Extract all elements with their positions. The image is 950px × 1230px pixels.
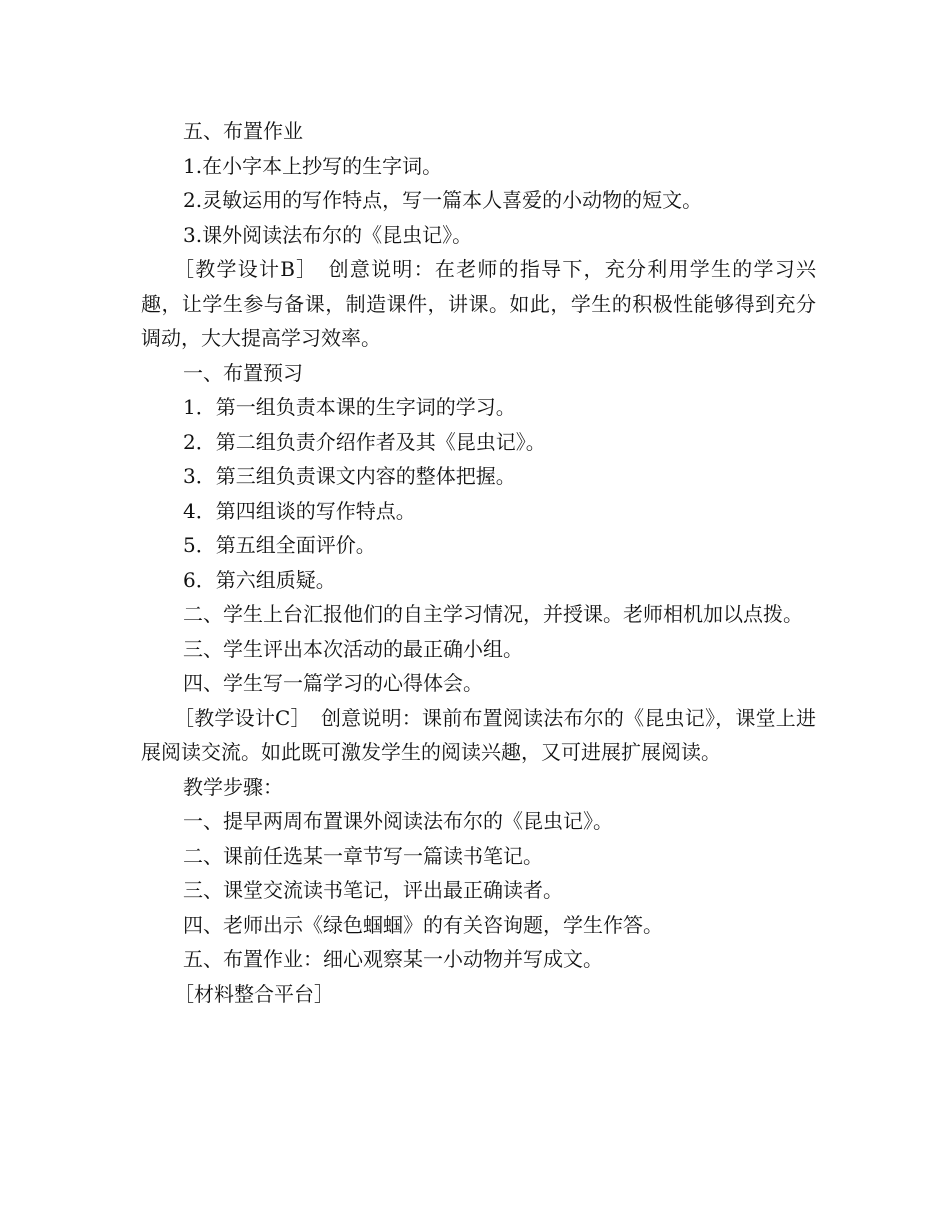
section-heading-steps: 教学步骤： <box>183 774 283 799</box>
list-item: 3．第三组负责课文内容的整体把握。 <box>183 464 516 488</box>
design-b-intro: ［教学设计B］ 创意说明：在老师的指导下，充分利用学生的学习兴趣，让学生参与备课，制造课件，讲课。如此，学生的积极性能够得到充分调动，大大提高学习效率。 <box>141 257 816 350</box>
list-item: 一、提早两周布置课外阅读法布尔的《昆虫记》。 <box>183 809 613 833</box>
paragraph: 二、学生上台汇报他们的自主学习情况，并授课。老师相机加以点拨。 <box>183 602 803 626</box>
list-item: 五、布置作业：细心观察某一小动物并写成文。 <box>183 947 603 971</box>
section-heading-material: ［材料整合平台］ <box>174 981 334 1006</box>
list-item: 5．第五组全面评价。 <box>183 533 376 557</box>
list-item: 3.课外阅读法布尔的《昆虫记》。 <box>183 222 473 247</box>
list-item: 4．第四组谈的写作特点。 <box>183 498 416 523</box>
document-body <box>141 114 816 1011</box>
list-item: 二、课前任选某一章节写一篇读书笔记。 <box>183 843 543 868</box>
list-item: 1.在小字本上抄写的生字词。 <box>183 153 443 178</box>
list-item: 6．第六组质疑。 <box>183 567 336 592</box>
section-heading-preview: 一、布置预习 <box>183 360 303 385</box>
list-item: 三、课堂交流读书笔记，评出最正确读者。 <box>183 878 563 902</box>
section-heading-homework: 五、布置作业 <box>183 119 303 143</box>
design-c-intro: ［教学设计C］ 创意说明：课前布置阅读法布尔的《昆虫记》，课堂上进展阅读交流。如此既可激发学生的阅读兴趣，又可进展扩展阅读。 <box>141 705 816 764</box>
paragraph: 四、学生写一篇学习的心得体会。 <box>183 671 483 695</box>
paragraph: 三、学生评出本次活动的最正确小组。 <box>183 636 523 661</box>
list-item: 四、老师出示《绿色蝈蝈》的有关咨询题，学生作答。 <box>183 912 663 937</box>
list-item: 2.灵敏运用的写作特点，写一篇本人喜爱的小动物的短文。 <box>183 188 703 212</box>
list-item: 1．第一组负责本课的生字词的学习。 <box>183 395 516 419</box>
list-item: 2．第二组负责介绍作者及其《昆虫记》。 <box>183 429 546 454</box>
